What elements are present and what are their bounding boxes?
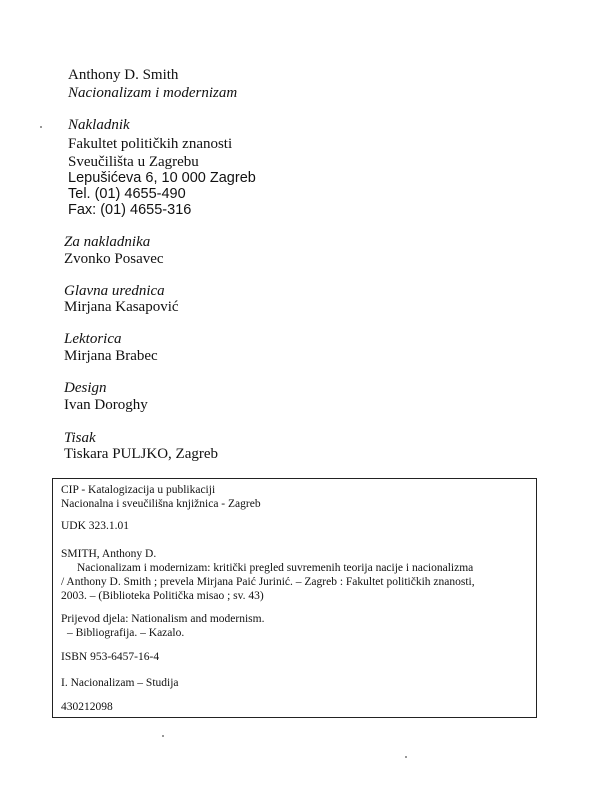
credit-name: Tiskara PULJKO, Zagreb [64,446,219,462]
cip-entry-line: Nacionalizam i modernizam: kritički pregled suvremenih teorija nacije i nacionalizma [77,562,474,574]
publisher-line: Sveučilišta u Zagrebu [68,154,199,170]
credit-heading: Tisak [64,430,96,446]
book-title: Nacionalizam i modernizam [68,85,238,101]
cip-entry-author: SMITH, Anthony D. [61,548,157,560]
credit-name: Mirjana Kasapović [64,299,179,315]
cip-isbn: ISBN 953-6457-16-4 [61,651,160,663]
credit-name: Zvonko Posavec [64,251,164,267]
credit-heading: Za nakladnika [64,234,151,250]
cip-header: Nacionalna i sveučilišna knjižnica - Zagreb [61,498,261,510]
credit-heading: Lektorica [64,331,122,347]
cip-record-box [52,478,537,718]
publisher-fax: Fax: (01) 4655-316 [68,202,192,218]
cip-subject: I. Nacionalizam – Studija [61,677,179,689]
publisher-line: Fakultet političkih znanosti [68,136,233,152]
cip-note: – Bibliografija. – Kazalo. [67,627,185,639]
book-author: Anthony D. Smith [68,67,179,83]
credit-heading: Design [64,380,107,396]
publisher-address: Lepušićeva 6, 10 000 Zagreb [68,170,256,186]
credit-heading: Glavna urednica [64,283,165,299]
publisher-heading: Nakladnik [68,117,130,133]
cip-note: Prijevod djela: Nationalism and modernism. [61,613,265,625]
credit-name: Mirjana Brabec [64,348,158,364]
cip-header: CIP - Katalogizacija u publikaciji [61,484,216,496]
scan-speck [405,756,407,758]
cip-udk: UDK 323.1.01 [61,520,130,532]
cip-entry-line: 2003. – (Biblioteka Politička misao ; sv. 43) [61,590,264,602]
credit-name: Ivan Doroghy [64,397,148,413]
publisher-phone: Tel. (01) 4655-490 [68,186,186,202]
scan-speck [162,735,164,737]
cip-record-id: 430212098 [61,701,113,713]
cip-entry-line: / Anthony D. Smith ; prevela Mirjana Paić Jurinić. – Zagreb : Fakultet političkih znanosti, [61,576,475,588]
scan-speck [40,126,42,128]
